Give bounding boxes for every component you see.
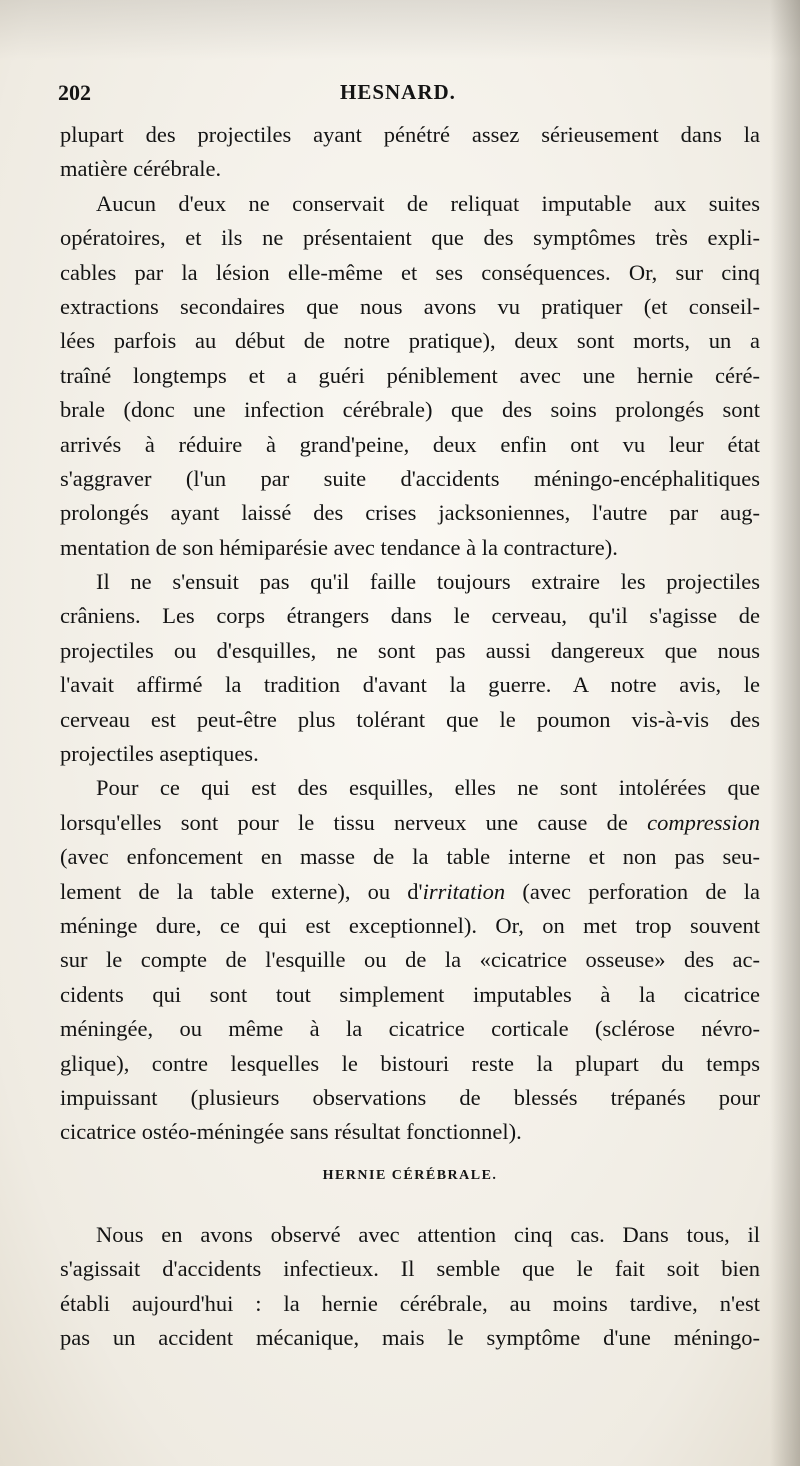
italic-term-compression: compression <box>647 809 760 835</box>
text-line: l'avait affirmé la tradition d'avant la guerre. A notre avis, le <box>60 672 760 698</box>
text-line: projectiles ou d'esquilles, ne sont pas aussi dangereux que nous <box>60 637 760 663</box>
text-line: plupart des projectiles ayant pénétré assez sérieusement dans la <box>60 122 760 147</box>
text-line: méningée, ou même à la cicatrice corticale (sclérose névro- <box>60 1016 760 1042</box>
text-line: mentation de son hémiparésie avec tendance à la contracture). <box>60 534 618 560</box>
text-line: méninge dure, ce qui est exceptionnel). Or, on met trop souvent <box>60 912 760 938</box>
text-line: (avec enfoncement en masse de la table interne et non pas seu- <box>60 844 760 870</box>
text-line <box>60 806 760 840</box>
text-line: cicatrice ostéo-méningée sans résultat fonctionnel). <box>60 1119 522 1145</box>
text-line: opératoires, et ils ne présentaient que des symptômes très expli- <box>60 225 760 251</box>
text-line: Pour ce qui est des esquilles, elles ne sont intolérées que <box>96 775 760 801</box>
text-line: glique), contre lesquelles le bistouri reste la plupart du temps <box>60 1050 760 1076</box>
text-run: lement de la table externe), ou d' <box>60 878 423 904</box>
running-title: HESNARD. <box>340 80 456 104</box>
text-line: cables par la lésion elle-même et ses conséquences. Or, sur cinq <box>60 259 760 285</box>
italic-term-irritation: irritation <box>422 878 506 904</box>
running-head <box>58 80 748 114</box>
text-line: traîné longtemps et a guéri péniblement avec une hernie céré- <box>60 362 760 388</box>
text-line: sur le compte de l'esquille ou de la «cicatrice osseuse» des ac- <box>60 947 760 973</box>
text-line: prolongés ayant laissé des crises jacksoniennes, l'autre par aug- <box>60 500 760 526</box>
section-heading: HERNIE CÉRÉBRALE. <box>322 1168 498 1183</box>
text-line: projectiles aseptiques. <box>60 741 259 767</box>
text-run: lorsqu'elles sont pour le tissu nerveux une cause de <box>60 809 648 835</box>
text-line: lées parfois au début de notre pratique), deux sont morts, un a <box>60 328 760 354</box>
text-line: Il ne s'ensuit pas qu'il faille toujours extraire les projectiles <box>96 569 760 595</box>
page-number: 202 <box>58 80 91 105</box>
text-line: pas un accident mécanique, mais le symptôme d'une méningo- <box>60 1325 760 1351</box>
text-line: s'agissait d'accidents infectieux. Il semble que le fait soit bien <box>60 1256 760 1282</box>
text-line: cerveau est peut-être plus tolérant que le poumon vis-à-vis des <box>60 706 760 732</box>
scan-shadow-top <box>0 0 800 60</box>
text-line: cidents qui sont tout simplement imputables à la cicatrice <box>60 981 760 1007</box>
text-line: Nous en avons observé avec attention cinq cas. Dans tous, il <box>96 1222 760 1247</box>
text-line: Aucun d'eux ne conservait de reliquat imputable aux suites <box>96 190 760 216</box>
text-line: brale (donc une infection cérébrale) que des soins prolongés sont <box>60 397 760 423</box>
text-line: matière cérébrale. <box>60 156 222 182</box>
text-line: arrivés à réduire à grand'peine, deux enfin ont vu leur état <box>60 431 760 457</box>
text-line: s'aggraver (l'un par suite d'accidents méningo-encéphalitiques <box>60 465 760 491</box>
scan-shadow-right <box>770 0 800 1466</box>
text-run: (avec perforation de la <box>505 878 760 904</box>
text-line <box>60 875 760 909</box>
body-text <box>60 118 760 1150</box>
body-text-continued <box>60 1218 760 1356</box>
text-line: établi aujourd'hui : la hernie cérébrale, au moins tardive, n'est <box>60 1290 760 1316</box>
text-line: impuissant (plusieurs observations de blessés trépanés pour <box>60 1084 760 1110</box>
text-line: extractions secondaires que nous avons vu pratiquer (et conseil- <box>60 293 760 319</box>
text-line: crâniens. Les corps étrangers dans le cerveau, qu'il s'agisse de <box>60 603 760 629</box>
